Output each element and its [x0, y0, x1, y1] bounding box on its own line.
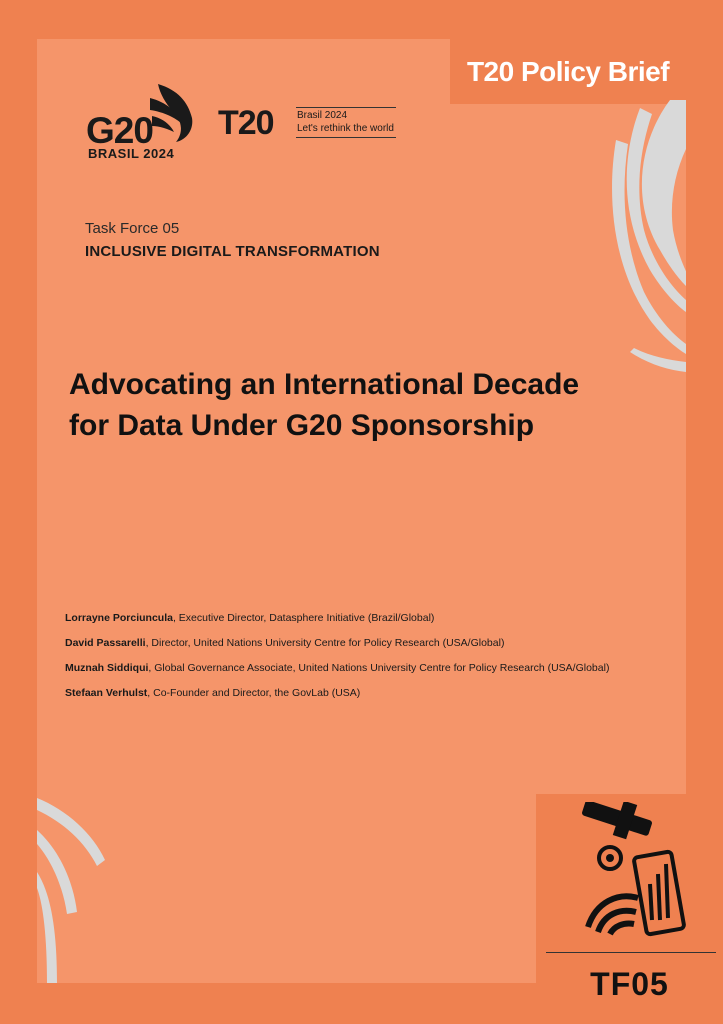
task-force-code: TF05 — [590, 966, 669, 1002]
decorative-stripes-left — [37, 790, 107, 983]
author-list — [65, 612, 665, 712]
policy-brief-label: T20 Policy Brief — [466, 55, 670, 87]
author-entry — [65, 637, 665, 650]
t20-logo — [218, 104, 398, 144]
t20-brasil: Brasil 2024 — [297, 110, 348, 121]
g20-flame-icon — [148, 80, 198, 144]
policy-brief-badge — [450, 39, 686, 104]
author-entry — [65, 662, 665, 675]
author-entry — [65, 612, 665, 625]
task-force-number: Task Force 05 — [85, 220, 180, 237]
brief-title-line2: for Data Under G20 Sponsorship — [69, 409, 535, 442]
t20-rule-bottom — [296, 137, 396, 138]
g20-logo — [86, 80, 206, 162]
author-entry — [65, 687, 665, 700]
t20-tagline: Let's rethink the world — [297, 123, 394, 134]
brief-title — [69, 364, 629, 446]
g20-wordmark: G20 — [86, 110, 153, 151]
t20-rule-top — [296, 107, 396, 108]
t20-wordmark: T20 — [218, 104, 274, 142]
author-name: Stefaan Verhulst — [65, 687, 148, 699]
author-name: David Passarelli — [65, 637, 146, 649]
author-role: , Global Governance Associate, United Nations University Centre for Policy Research (USA/Global) — [148, 662, 610, 674]
g20-subtitle: BRASIL 2024 — [88, 146, 175, 161]
task-force-tag — [536, 794, 723, 1024]
author-role: , Co-Founder and Director, the GovLab (USA) — [147, 687, 361, 699]
author-name: Lorrayne Porciuncula — [65, 612, 173, 624]
task-force-tag-rule — [546, 952, 716, 953]
author-name: Muznah Siddiqui — [65, 662, 149, 674]
task-force-title: INCLUSIVE DIGITAL TRANSFORMATION — [85, 243, 380, 260]
author-role: , Director, United Nations University Centre for Policy Research (USA/Global) — [145, 637, 505, 649]
author-role: , Executive Director, Datasphere Initiative (Brazil/Global) — [172, 612, 435, 624]
digital-transformation-icon — [578, 802, 688, 937]
decorative-stripes-right — [600, 100, 686, 375]
brief-title-line1: Advocating an International Decade — [69, 368, 580, 401]
